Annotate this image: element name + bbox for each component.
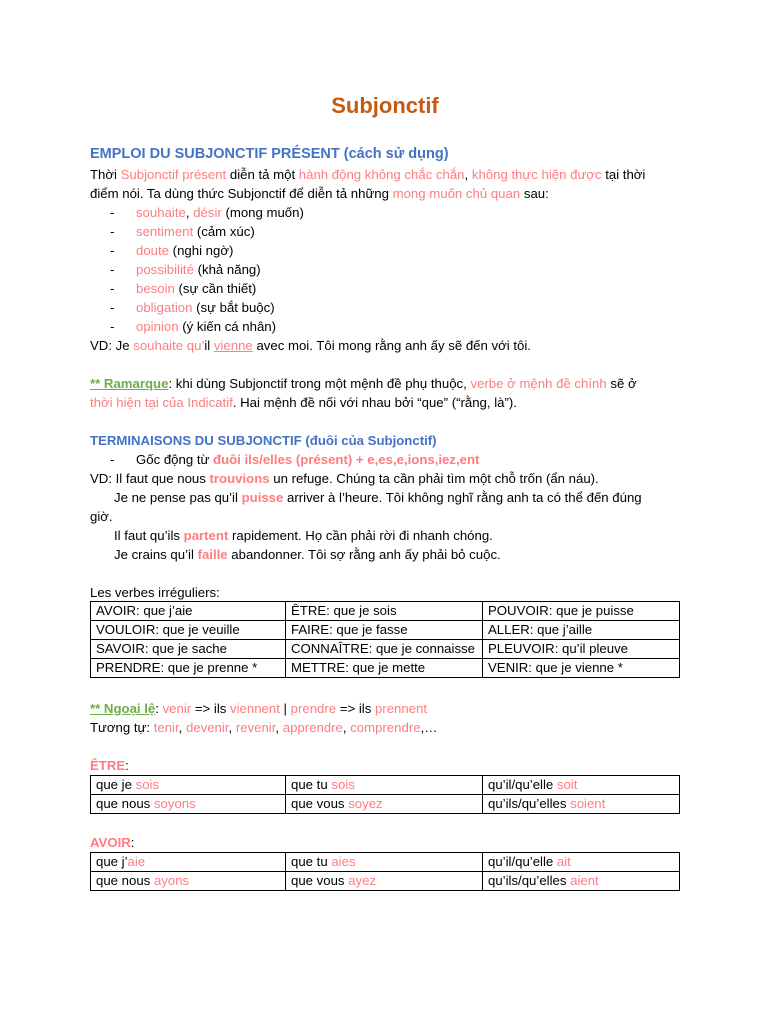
text: sau:: [520, 186, 549, 201]
table-cell: [286, 795, 483, 814]
table-cell: [91, 776, 286, 795]
verb-form: ait: [556, 854, 571, 869]
text: il: [204, 338, 214, 353]
highlight-text: trouvions: [209, 471, 270, 486]
irregular-verbs-table: [90, 601, 680, 678]
highlight-text: venir: [162, 701, 192, 716]
table-cell: [483, 853, 680, 872]
bullet-dash: -: [110, 224, 115, 239]
verb-form: soit: [556, 777, 578, 792]
verb-form: aies: [331, 854, 356, 869]
gloss: (cảm xúc): [193, 224, 255, 239]
text: :: [125, 758, 129, 773]
list-item: [110, 298, 275, 317]
list-item: [110, 279, 256, 298]
text: abandonner. Tôi sợ rằng anh ấy phải bỏ cuộc.: [227, 547, 501, 562]
highlight-text: verbe ở mệnh đề chính: [470, 376, 607, 391]
pronoun: qu’ils/qu’elles: [488, 796, 571, 811]
term: besoin: [136, 281, 175, 296]
highlight-text: puisse: [241, 490, 284, 505]
highlight-text: comprendre: [350, 720, 421, 735]
table-cell: AVOIR: que j’aie: [91, 602, 286, 621]
highlight-text: prennent: [374, 701, 428, 716]
text: :: [155, 701, 163, 716]
text: Tương tự:: [90, 720, 154, 735]
irregular-verbs-label: Les verbes irréguliers:: [90, 585, 220, 600]
highlight-text: prendre: [290, 701, 337, 716]
table-cell: [483, 776, 680, 795]
table-cell: METTRE: que je mette: [286, 659, 483, 678]
table-cell: [91, 795, 286, 814]
highlight-text: faille: [197, 547, 228, 562]
table-cell: [91, 872, 286, 891]
pronoun: que j’: [96, 854, 128, 869]
bullet-dash: -: [110, 300, 115, 315]
endings-example: [114, 526, 493, 545]
table-cell: [286, 853, 483, 872]
highlight-text: revenir: [235, 720, 276, 735]
highlight-text: viennent: [230, 701, 280, 716]
text: ,…: [420, 720, 438, 735]
text: VD: Il faut que nous: [90, 471, 210, 486]
term: sentiment: [136, 224, 194, 239]
text: Je ne pense pas qu’il: [114, 490, 242, 505]
highlight-text: vienne: [213, 338, 253, 353]
pronoun: qu’ils/qu’elles: [488, 873, 571, 888]
table-row: [91, 602, 680, 621]
exception-line: [90, 699, 427, 718]
text: Il faut qu’ils: [114, 528, 184, 543]
verb-form: sois: [331, 777, 355, 792]
text: Gốc động từ: [136, 452, 214, 467]
remark-line-1: [90, 374, 637, 393]
table-cell: FAIRE: que je fasse: [286, 621, 483, 640]
list-item: [110, 260, 261, 279]
text: ,: [228, 720, 236, 735]
avoir-heading: [90, 833, 134, 852]
text: :: [130, 835, 135, 850]
verb-form: aient: [570, 873, 599, 888]
gloss: (khả năng): [193, 262, 261, 277]
exception-label: ** Ngoại lệ: [90, 701, 156, 716]
table-row: [91, 872, 680, 891]
table-cell: [483, 872, 680, 891]
list-item: [110, 203, 304, 222]
highlight-text: tenir: [153, 720, 179, 735]
highlight-text: Subjonctif présent: [120, 167, 227, 182]
text: điểm nói. Ta dùng thức Subjonctif để diễn tả những: [90, 186, 393, 201]
bullet-dash: -: [110, 319, 115, 334]
verb-form: sois: [135, 777, 160, 792]
gloss: (ý kiến cá nhân): [178, 319, 277, 334]
list-item: [110, 241, 233, 260]
text: Je crains qu’il: [114, 547, 198, 562]
pronoun: que je: [96, 777, 136, 792]
table-cell: CONNAÎTRE: que je connaisse: [286, 640, 483, 659]
highlight-text: souhaite qu’: [133, 338, 205, 353]
table-cell: POUVOIR: que je puisse: [483, 602, 680, 621]
table-cell: ALLER: que j’aille: [483, 621, 680, 640]
text: ,: [342, 720, 351, 735]
highlight-text: không thực hiện được: [471, 167, 602, 182]
usage-paragraph-line-1: [90, 165, 645, 184]
table-row: [91, 795, 680, 814]
table-cell: SAVOIR: que je sache: [91, 640, 286, 659]
text: un refuge. Chúng ta cần phải tìm một chỗ trốn (ẩn náu).: [269, 471, 599, 486]
endings-example: [114, 488, 642, 507]
text: ,: [464, 167, 472, 182]
highlight-text: đuôi ils/elles (présent) + e,es,e,ions,iez,ent: [213, 452, 480, 467]
usage-example: [90, 336, 531, 355]
term: obligation: [136, 300, 193, 315]
pronoun: que tu: [291, 777, 332, 792]
text: arriver à l’heure. Tôi không nghĩ rằng anh ta có thể đến đúng: [283, 490, 642, 505]
endings-example-continued: giờ.: [90, 509, 113, 524]
verb-label: ÊTRE: [90, 758, 126, 773]
gloss: (nghi ngờ): [169, 243, 234, 258]
list-item: [110, 450, 479, 469]
etre-conjugation-table: [90, 775, 680, 814]
table-cell: VOULOIR: que je veuille: [91, 621, 286, 640]
text: => ils: [336, 701, 375, 716]
text: rapidement. Họ cần phải rời đi nhanh chóng.: [228, 528, 493, 543]
usage-paragraph-line-2: [90, 184, 549, 203]
bullet-dash: -: [110, 205, 115, 220]
bullet-dash: -: [110, 281, 115, 296]
page-title: Subjonctif: [331, 93, 439, 118]
remark-label: ** Ramarque: [90, 376, 169, 391]
pronoun: qu’il/qu’elle: [488, 854, 557, 869]
pronoun: que vous: [291, 796, 349, 811]
verb-label: AVOIR: [90, 835, 131, 850]
text: : khi dùng Subjonctif trong một mệnh đề phụ thuộc,: [168, 376, 471, 391]
highlight-text: thời hiện tại của Indicatif: [90, 395, 233, 410]
text: ,: [178, 720, 186, 735]
gloss: (mong muốn): [221, 205, 304, 220]
table-row: [91, 621, 680, 640]
verb-form: ayez: [348, 873, 377, 888]
verb-form: ayons: [153, 873, 190, 888]
text: . Hai mệnh đề nối với nhau bởi “que” (“rằng, là”).: [232, 395, 517, 410]
pronoun: que vous: [291, 873, 349, 888]
bullet-dash: -: [110, 243, 115, 258]
highlight-text: devenir: [185, 720, 229, 735]
section-heading-endings: TERMINAISONS DU SUBJONCTIF (đuôi của Subjonctif): [90, 433, 437, 448]
endings-example: [114, 545, 501, 564]
bullet-dash: -: [110, 452, 115, 467]
term: désir: [193, 205, 222, 220]
table-row: [91, 853, 680, 872]
table-cell: ÊTRE: que je sois: [286, 602, 483, 621]
verb-form: soyez: [348, 796, 383, 811]
remark-line-2: [90, 393, 517, 412]
highlight-text: hành động không chắc chắn: [298, 167, 465, 182]
gloss: (sự bắt buộc): [192, 300, 275, 315]
text: sẽ ở: [606, 376, 637, 391]
term: possibilité: [136, 262, 194, 277]
table-row: [91, 640, 680, 659]
term: opinion: [136, 319, 179, 334]
term: doute: [136, 243, 170, 258]
text: tại thời: [601, 167, 646, 182]
table-cell: PRENDRE: que je prenne *: [91, 659, 286, 678]
table-cell: PLEUVOIR: qu’il pleuve: [483, 640, 680, 659]
term: souhaite: [136, 205, 186, 220]
highlight-text: partent: [183, 528, 229, 543]
pronoun: qu’il/qu’elle: [488, 777, 557, 792]
verb-form: aie: [127, 854, 146, 869]
text: ,: [185, 205, 194, 220]
text: ,: [275, 720, 283, 735]
text: avec moi. Tôi mong rằng anh ấy sẽ đến với tôi.: [252, 338, 531, 353]
verb-form: soyons: [153, 796, 196, 811]
table-row: [91, 776, 680, 795]
verb-form: soient: [570, 796, 606, 811]
highlight-text: mong muốn chủ quan: [392, 186, 521, 201]
pronoun: que nous: [96, 796, 154, 811]
table-row: [91, 659, 680, 678]
text: VD: Je: [90, 338, 134, 353]
table-cell: [286, 872, 483, 891]
highlight-text: apprendre: [282, 720, 343, 735]
list-item: [110, 222, 255, 241]
text: Thời: [90, 167, 121, 182]
table-cell: [483, 795, 680, 814]
avoir-conjugation-table: [90, 852, 680, 891]
table-cell: [91, 853, 286, 872]
pronoun: que nous: [96, 873, 154, 888]
endings-example: [90, 469, 599, 488]
text: diễn tả một: [226, 167, 299, 182]
bullet-dash: -: [110, 262, 115, 277]
section-heading-usage: EMPLOI DU SUBJONCTIF PRÉSENT (cách sử dụng): [90, 146, 449, 162]
text: |: [279, 701, 291, 716]
table-cell: [286, 776, 483, 795]
text: => ils: [191, 701, 231, 716]
table-cell: VENIR: que je vienne *: [483, 659, 680, 678]
pronoun: que tu: [291, 854, 332, 869]
similar-verbs-line: [90, 718, 437, 737]
list-item: [110, 317, 276, 336]
gloss: (sự cần thiết): [174, 281, 257, 296]
etre-heading: [90, 756, 129, 775]
